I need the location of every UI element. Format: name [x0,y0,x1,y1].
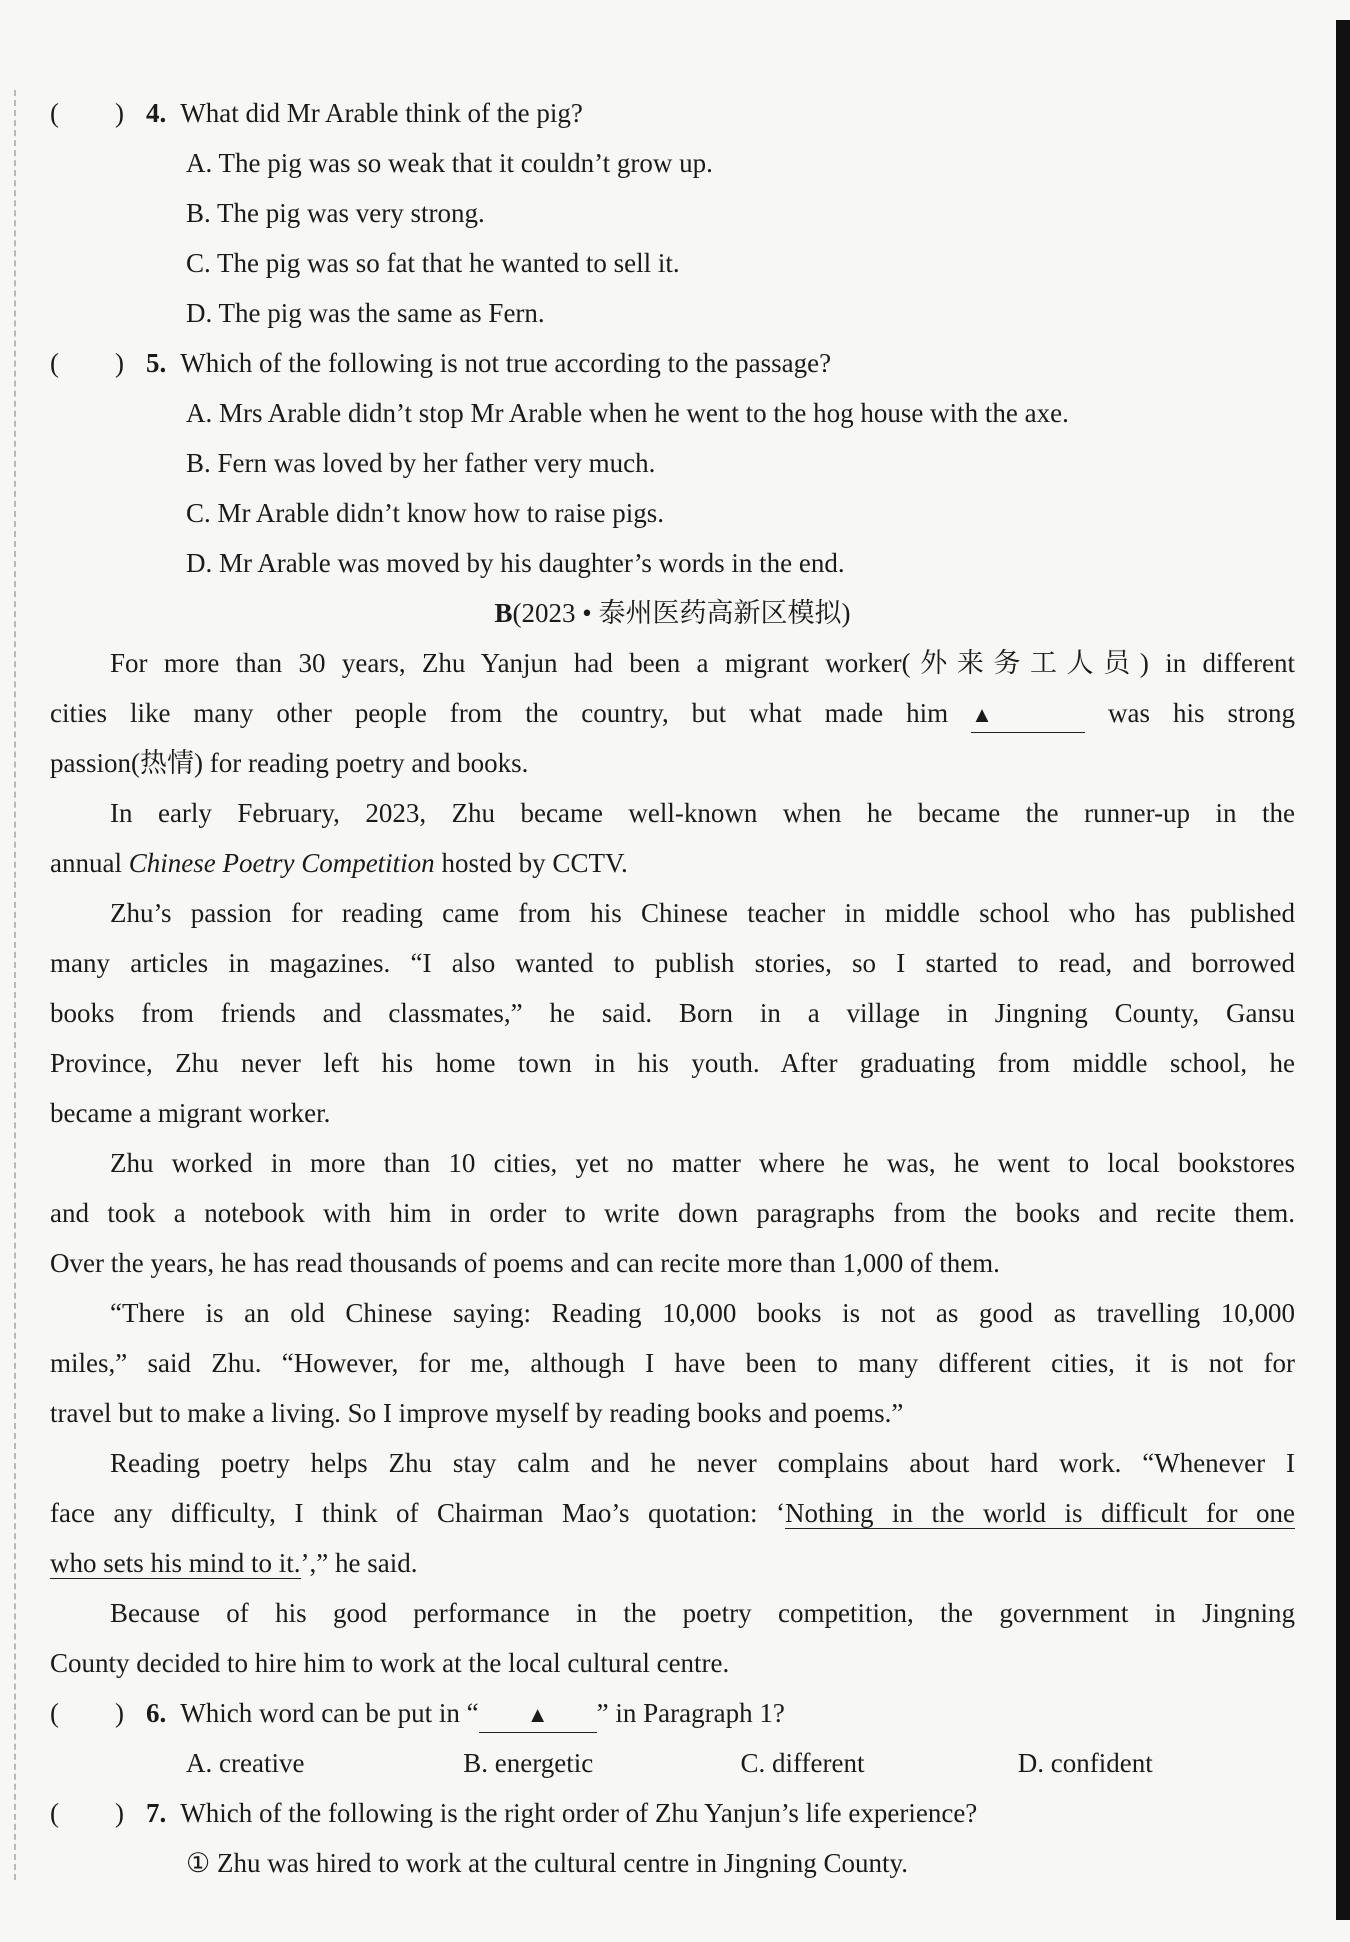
question-stem: Which of the following is not true according to the passage? [180,348,832,378]
paragraph-3-line: Zhu’s passion for reading came from his Chinese teacher in middle school who has published [110,898,1295,928]
paragraph-6-line: who sets his mind to it.’,” he said. [50,1548,418,1578]
triangle-icon: ▲ [971,702,993,727]
paragraph-7-line: County decided to hire him to work at the local cultural centre. [50,1648,730,1678]
paragraph-5-line: miles,” said Zhu. “However, for me, although I have been to many different cities, it is not for [50,1348,1295,1378]
question-stem: Which of the following is the right order of Zhu Yanjun’s life experience? [180,1798,978,1828]
sequence-item-1: ① Zhu was hired to work at the cultural centre in Jingning County. [186,1848,909,1878]
option-b: B. energetic [463,1748,594,1778]
paragraph-3-line: became a migrant worker. [50,1098,331,1128]
question-6: ( ) 6. Which word can be put in “ ▲ ” in Paragraph 1? [50,1688,1295,1738]
paragraph-3-line: many articles in magazines. “I also wanted to publish stories, so I started to read, and borrowed [50,948,1295,978]
paragraph-4-line: and took a notebook with him in order to write down paragraphs from the books and recite them. [50,1198,1295,1228]
paragraph-5-line: travel but to make a living. So I improve myself by reading books and poems.” [50,1398,904,1428]
option-d: D. Mr Arable was moved by his daughter’s words in the end. [186,548,845,578]
paragraph-3-line: books from friends and classmates,” he said. Born in a village in Jingning County, Gansu [50,998,1295,1028]
option-a: A. The pig was so weak that it couldn’t grow up. [186,148,713,178]
underlined-quotation: Nothing in the world is difficult for one [784,1498,1295,1528]
question-4 [50,88,1295,138]
question-stem: What did Mr Arable think of the pig? [180,98,583,128]
question-6-options [50,1738,1295,1788]
paragraph-1-line: For more than 30 years, Zhu Yanjun had been a migrant worker(外来务工人员) in different [110,648,1295,678]
question-number: 4. [146,98,167,128]
triangle-icon: ▲ [526,1702,549,1727]
answer-bracket[interactable]: ( ) [50,1798,124,1828]
section-source: (2023 • 泰州医药高新区模拟) [512,598,851,628]
competition-title: Chinese Poetry Competition [128,848,435,878]
paragraph-2-line: annual Chinese Poetry Competition hosted by CCTV. [50,848,628,878]
question-number: 6. [146,1698,167,1728]
question-number: 5. [146,348,167,378]
paragraph-6-line: Reading poetry helps Zhu stay calm and he never complains about hard work. “Whenever I [110,1448,1295,1478]
option-c: C. Mr Arable didn’t know how to raise pigs. [186,498,664,528]
question-7 [50,1788,1295,1838]
answer-bracket[interactable]: ( ) [50,1698,124,1728]
answer-bracket[interactable]: ( ) [50,98,124,128]
question-number: 7. [146,1798,167,1828]
option-c: C. different [740,1748,865,1778]
paragraph-1-line: passion(热情) for reading poetry and books. [50,748,529,778]
paragraph-4-line: Over the years, he has read thousands of poems and can recite more than 1,000 of them. [50,1248,1000,1278]
option-b: B. Fern was loved by her father very much. [186,448,656,478]
section-b-heading: B(2023 • 泰州医药高新区模拟) [494,598,851,628]
paragraph-7-line: Because of his good performance in the poetry competition, the government in Jingning [110,1598,1295,1628]
paragraph-5-line: “There is an old Chinese saying: Reading 10,000 books is not as good as travelling 10,000 [110,1298,1295,1328]
fill-blank [971,696,1085,733]
option-a: A. Mrs Arable didn’t stop Mr Arable when he went to the hog house with the axe. [186,398,1069,428]
option-c: C. The pig was so fat that he wanted to sell it. [186,248,680,278]
option-d: D. The pig was the same as Fern. [186,298,545,328]
paragraph-4-line: Zhu worked in more than 10 cities, yet no matter where he was, he went to local bookstores [110,1148,1295,1178]
scan-edge-shadow [1336,20,1350,1920]
paragraph-3-line: Province, Zhu never left his home town in his youth. After graduating from middle school, he [50,1048,1295,1078]
paragraph-1-line: cities like many other people from the country, but what made him ▲ was his strong [50,688,1295,738]
paragraph-2-line: In early February, 2023, Zhu became well-known when he became the runner-up in the [110,798,1295,828]
fill-blank [479,1696,597,1733]
option-a: A. creative [186,1748,305,1778]
question-5 [50,338,1295,388]
binding-margin-line [14,90,16,1880]
paragraph-6-line: face any difficulty, I think of Chairman Mao’s quotation: ‘Nothing in the world is difficult for one [50,1498,1295,1528]
underlined-quotation: who sets his mind to it. [50,1548,301,1578]
option-d: D. confident [1017,1748,1153,1778]
option-b: B. The pig was very strong. [186,198,485,228]
answer-bracket[interactable]: ( ) [50,348,124,378]
page-content [50,88,1295,1888]
